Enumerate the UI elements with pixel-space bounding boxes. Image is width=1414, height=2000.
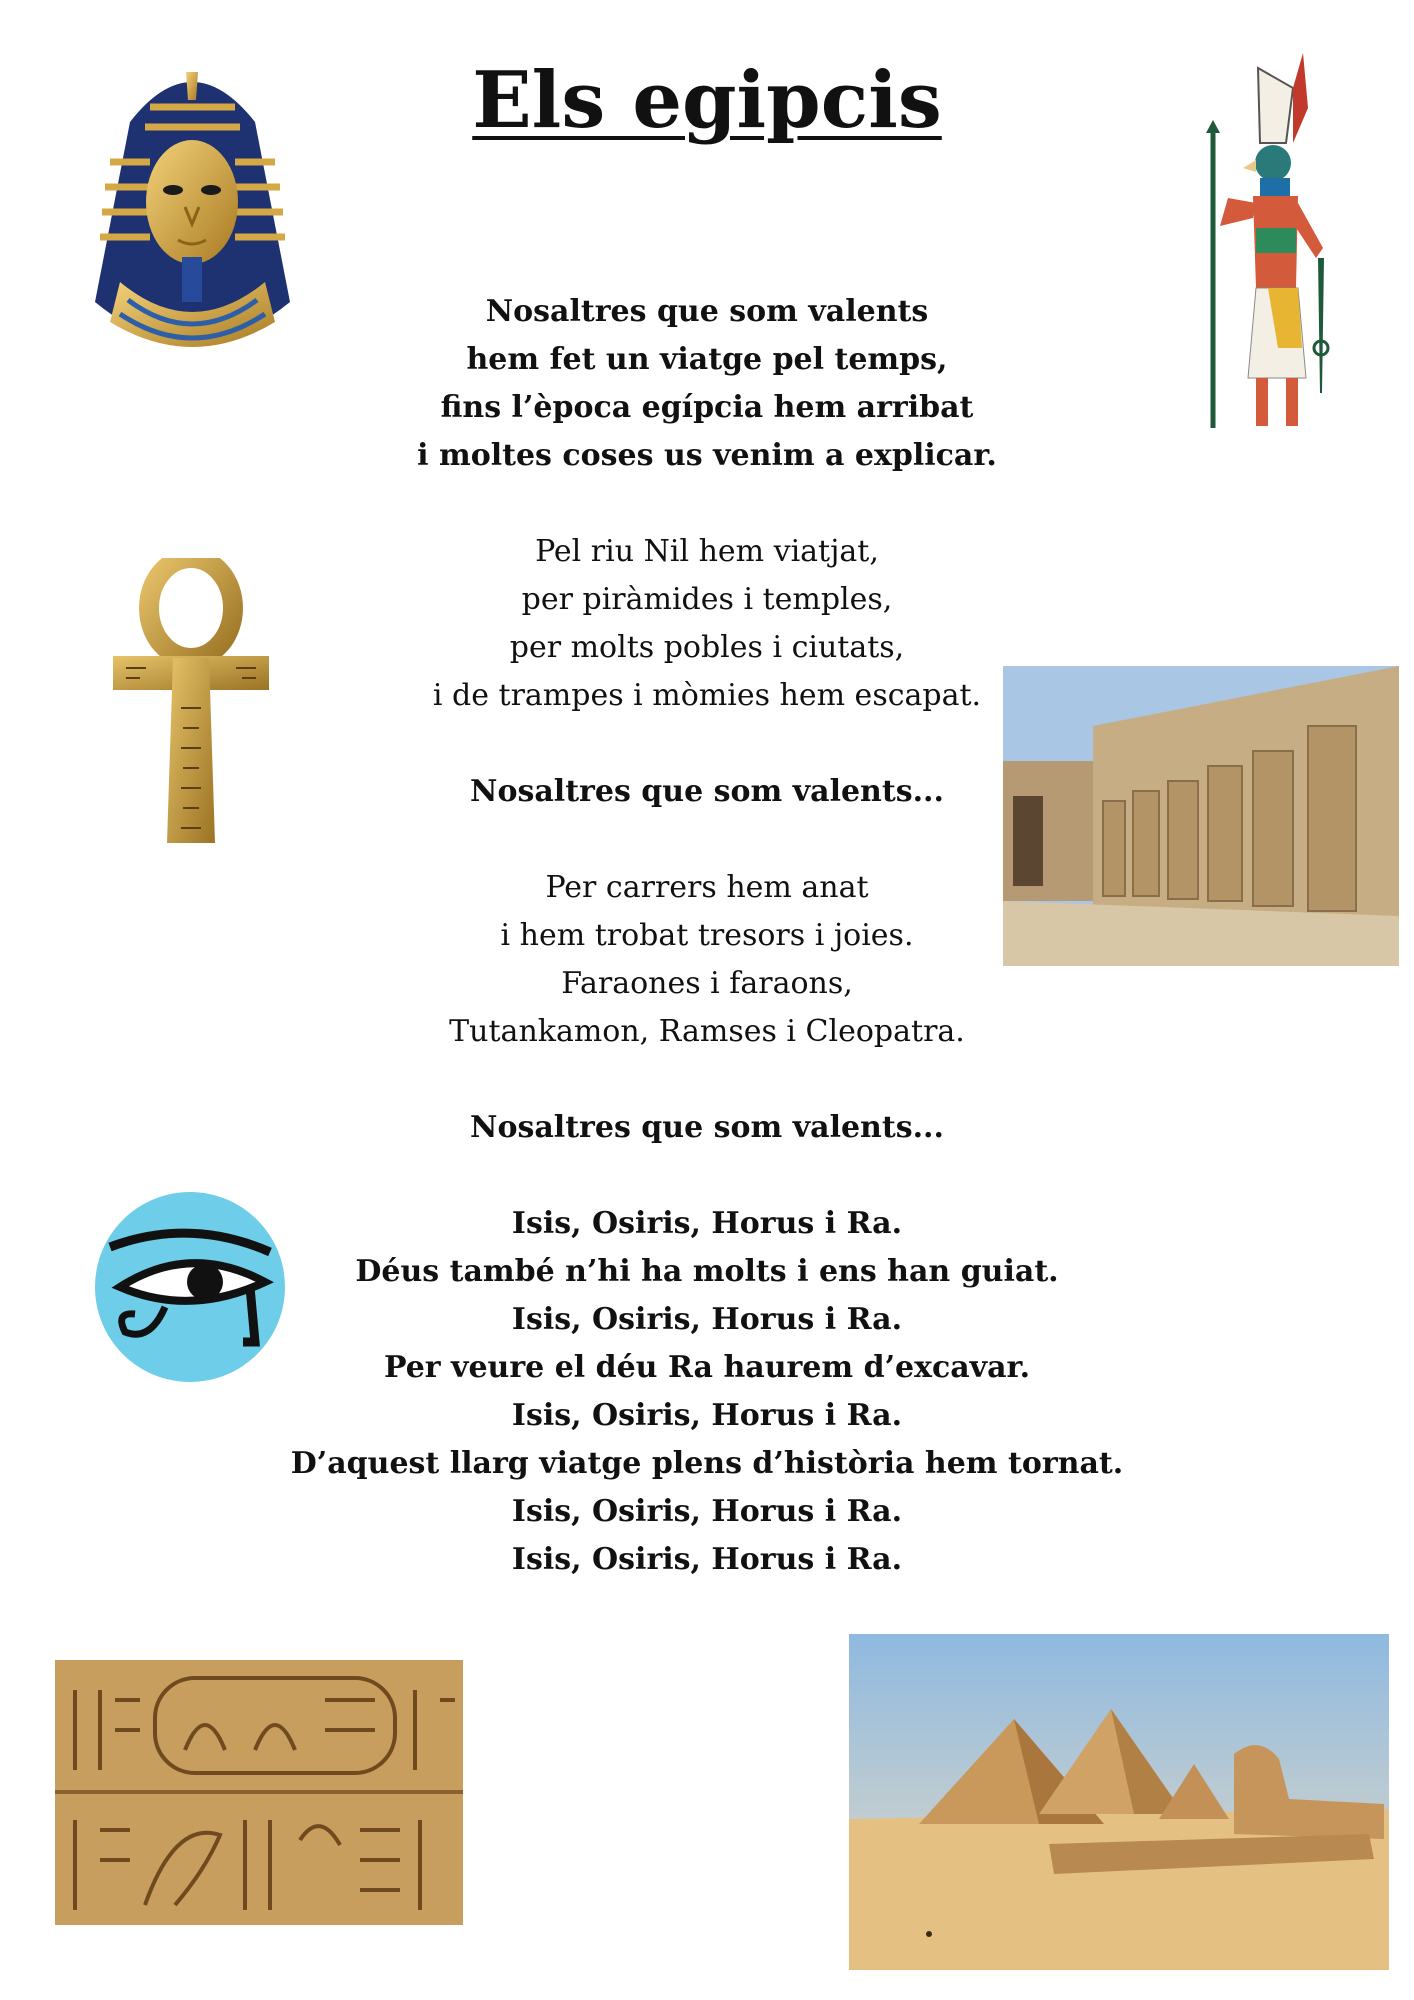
poem-line: Nosaltres que som valents...: [470, 774, 944, 809]
eye-of-horus-image: [95, 1192, 285, 1382]
poem-line: i moltes coses us venim a explicar.: [417, 438, 997, 473]
poem-line: per piràmides i temples,: [521, 582, 893, 617]
poem-line: Déus també n’hi ha molts i ens han guiat.: [355, 1254, 1059, 1289]
poem-stanza: [257, 288, 1157, 480]
horus-figure-image: [1198, 48, 1348, 436]
poem-line: Isis, Osiris, Horus i Ra.: [511, 1302, 903, 1337]
poem-line: Pel riu Nil hem viatjat,: [535, 534, 879, 569]
poem-line: Per veure el déu Ra haurem d’excavar.: [383, 1350, 1031, 1385]
poem-line: i hem trobat tresors i joies.: [500, 918, 914, 953]
page-title: Els egipcis: [472, 55, 942, 146]
poem-line: Faraones i faraons,: [561, 966, 853, 1001]
poem-line: i de trampes i mòmies hem escapat.: [432, 678, 982, 713]
hieroglyphs-image: [55, 1660, 463, 1925]
poem-line: Isis, Osiris, Horus i Ra.: [511, 1206, 903, 1241]
poem-line: Nosaltres que som valents...: [470, 1110, 944, 1145]
poem-line: Isis, Osiris, Horus i Ra.: [511, 1542, 903, 1577]
poem-line: D’aquest llarg viatge plens d’història hem tornat.: [290, 1446, 1124, 1481]
poem-line: fins l’època egípcia hem arribat: [440, 390, 974, 425]
poem-line: Nosaltres que som valents: [485, 294, 929, 329]
poem-line: hem fet un viatge pel temps,: [466, 342, 948, 377]
pyramids-photo: [849, 1634, 1389, 1970]
ankh-image: [111, 558, 271, 848]
poem-line: per molts pobles i ciutats,: [509, 630, 905, 665]
poem-line: Isis, Osiris, Horus i Ra.: [511, 1398, 903, 1433]
poem-line: Per carrers hem anat: [545, 870, 869, 905]
poem-line: Isis, Osiris, Horus i Ra.: [511, 1494, 903, 1529]
temple-photo: [1003, 666, 1399, 966]
poem-stanza: [257, 1200, 1157, 1584]
poem-stanza: [257, 1104, 1157, 1152]
poem-line: Tutankamon, Ramses i Cleopatra.: [449, 1014, 965, 1049]
pharaoh-mask-image: [90, 52, 295, 364]
